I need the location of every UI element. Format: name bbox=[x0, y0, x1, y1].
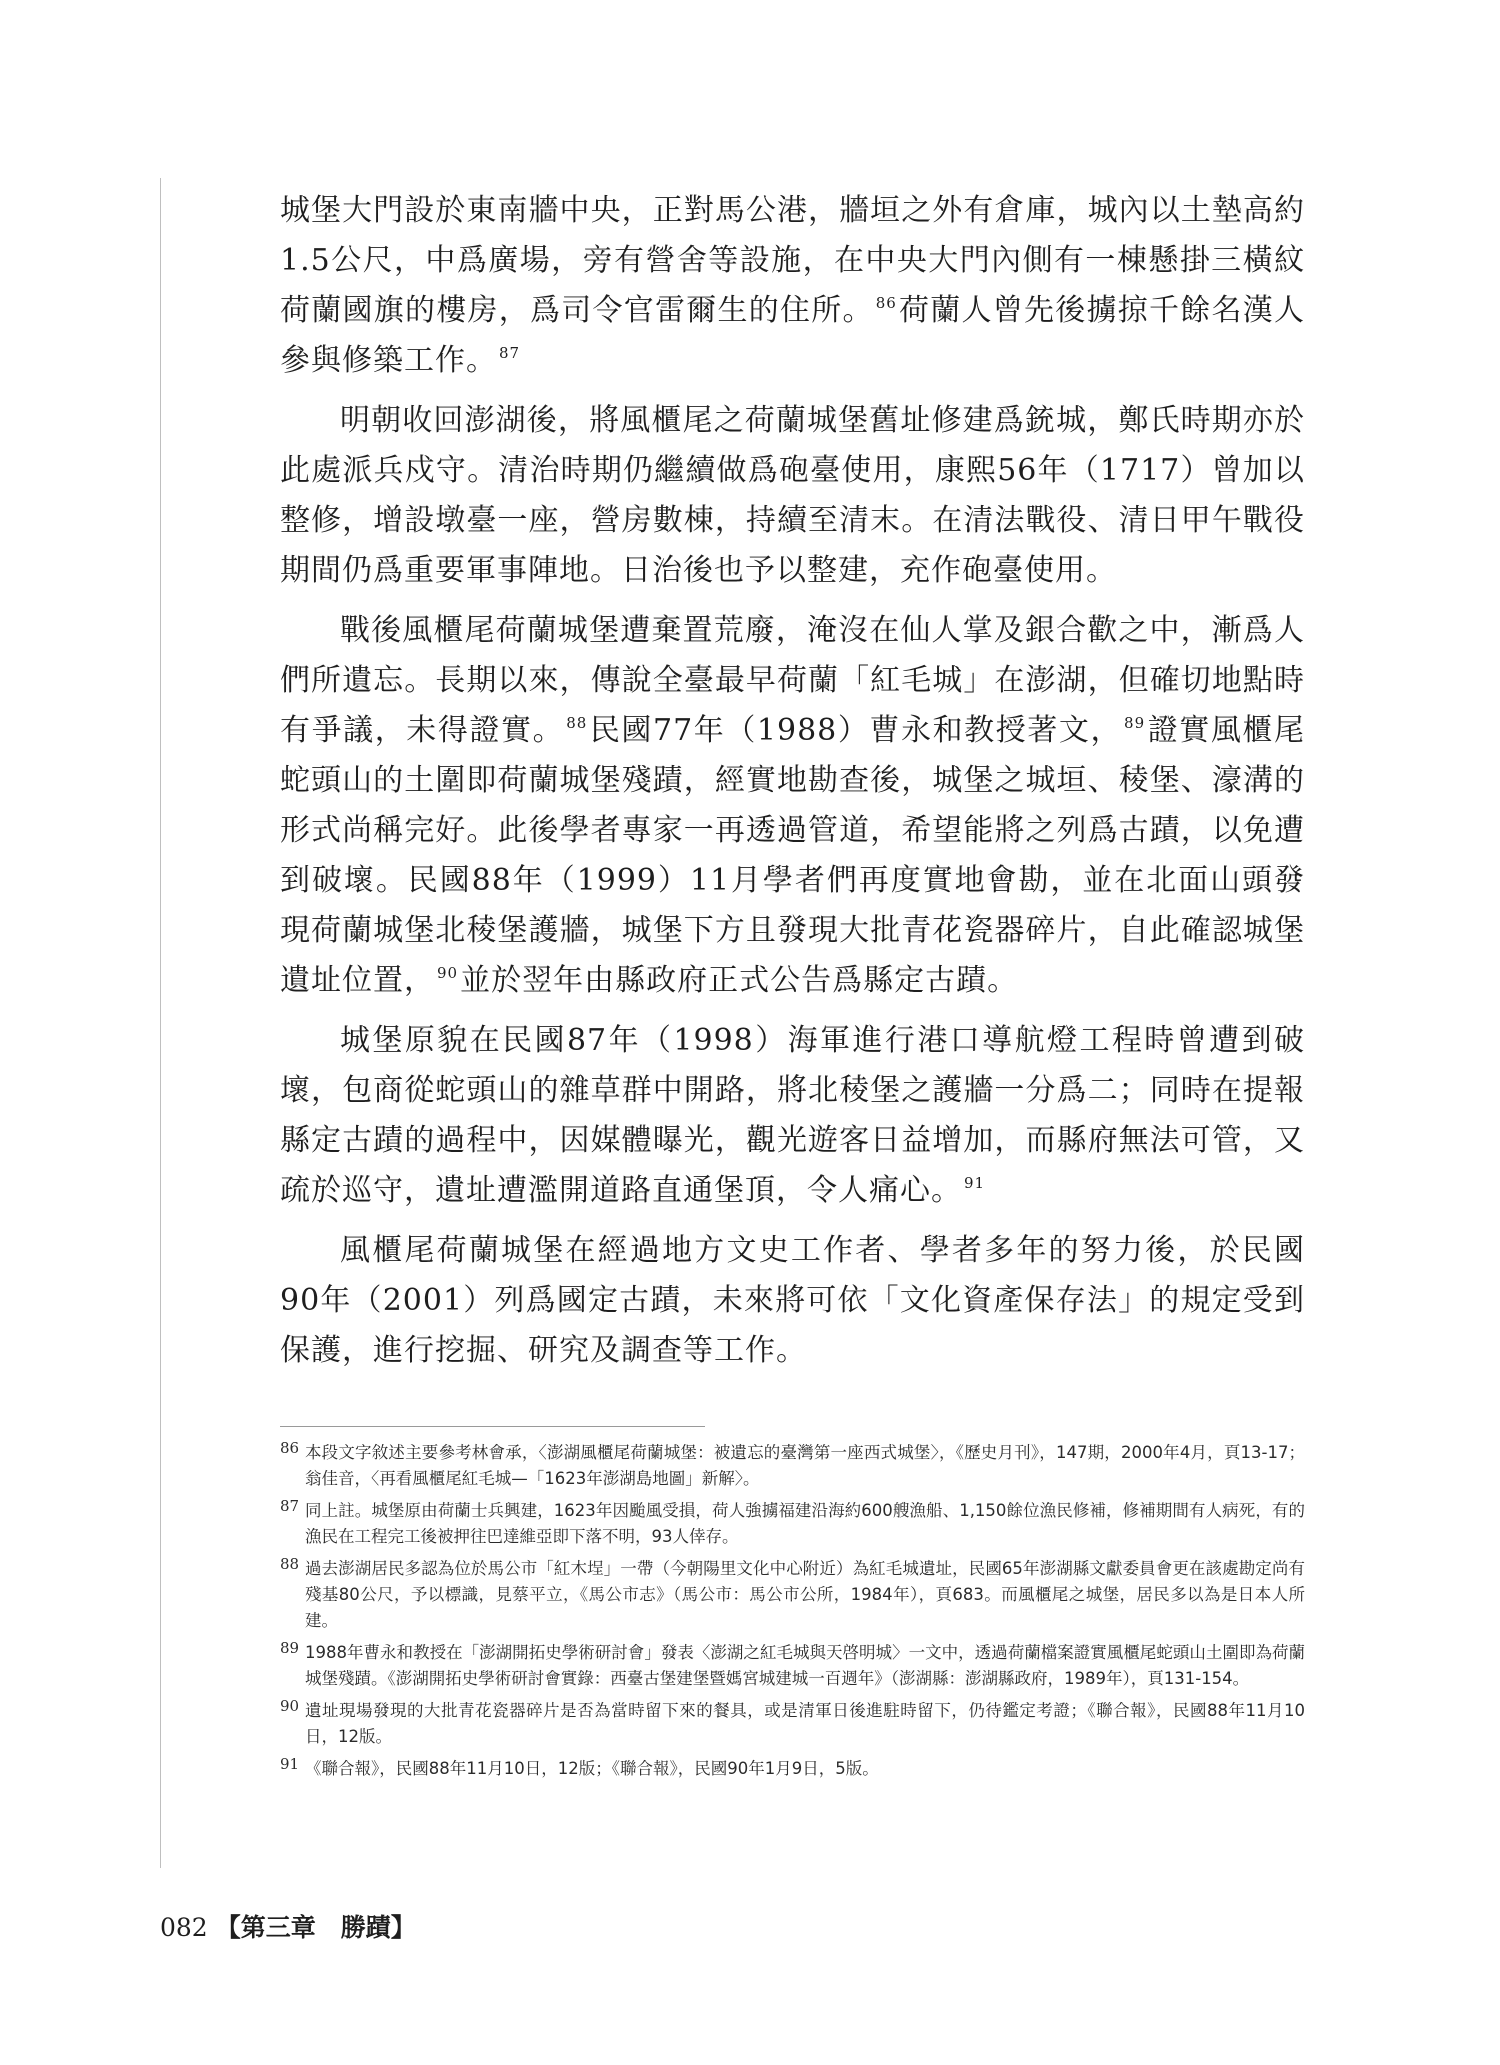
footnotes bbox=[280, 1440, 1305, 1788]
footnote-text: 本段文字敘述主要參考林會承，〈澎湖風櫃尾荷蘭城堡：被遺忘的臺灣第一座西式城堡〉，《歷史月刊》，147期，2000年4月，頁13-17；翁佳音，〈再看風櫃尾紅毛城—「1623年澎湖島地圖」新解〉。 bbox=[305, 1443, 1305, 1488]
footnote-number: 89 bbox=[280, 1639, 300, 1657]
paragraph-text: 風櫃尾荷蘭城堡在經過地方文史工作者、學者多年的努力後，於民國90年（2001）列爲國定古蹟，未來將可依「文化資產保存法」的規定受到保護，進行挖掘、研究及調查等工作。 bbox=[280, 1233, 1305, 1368]
footnote-ref[interactable]: 89 bbox=[1124, 714, 1146, 732]
footnote-number: 88 bbox=[280, 1555, 300, 1573]
footnote-text: 過去澎湖居民多認為位於馬公市「紅木埕」一帶（今朝陽里文化中心附近）為紅毛城遺址，民國65年澎湖縣文獻委員會更在該處勘定尚有殘基80公尺，予以標識，見蔡平立，《馬公市志》（馬公市：馬公市公所，1984年），頁683。而風櫃尾之城堡，居民多以為是日本人所建。 bbox=[305, 1559, 1305, 1630]
footnote-86 bbox=[280, 1440, 1305, 1492]
footnote-ref[interactable]: 90 bbox=[437, 964, 459, 982]
footnote-88 bbox=[280, 1556, 1305, 1634]
paragraph-text: 城堡原貌在民國87年（1998）海軍進行港口導航燈工程時曾遭到破壞，包商從蛇頭山的雜草群中開路，將北稜堡之護牆一分爲二；同時在提報縣定古蹟的過程中，因媒體曝光，觀光遊客日益增加，而縣府無法可管，又疏於巡守，遺址遭濫開道路直通堡頂，令人痛心。 bbox=[280, 1023, 1305, 1208]
footnote-89 bbox=[280, 1640, 1305, 1692]
paragraph-text: 民國77年（1988）曹永和教授著文， bbox=[589, 713, 1123, 748]
footnote-text: 同上註。城堡原由荷蘭士兵興建，1623年因颱風受損，荷人強擄福建沿海約600艘漁船、1,150餘位漁民修補，修補期間有人病死，有的漁民在工程完工後被押往巴達維亞即下落不明，93人倖存。 bbox=[305, 1501, 1305, 1546]
footnote-text: 遺址現場發現的大批青花瓷器碎片是否為當時留下來的餐具，或是清軍日後進駐時留下，仍待鑑定考證；《聯合報》，民國88年11月10日，12版。 bbox=[305, 1701, 1305, 1746]
page-footer bbox=[160, 1908, 416, 1944]
paragraph-1 bbox=[280, 186, 1305, 386]
footnote-text: 1988年曹永和教授在「澎湖開拓史學術研討會」發表〈澎湖之紅毛城與天啓明城〉一文中，透過荷蘭檔案證實風櫃尾蛇頭山土圍即為荷蘭城堡殘蹟。《澎湖開拓史學術研討會實錄：西臺古堡建堡暨媽宮城建城一百週年》（澎湖縣：澎湖縣政府，1989年），頁131-154。 bbox=[305, 1643, 1305, 1688]
footnote-number: 90 bbox=[280, 1697, 300, 1715]
footnote-90 bbox=[280, 1698, 1305, 1750]
footnote-ref[interactable]: 87 bbox=[499, 344, 521, 362]
paragraph-text: 戰後風櫃尾荷蘭城堡遭棄置荒廢，淹沒在仙人掌及銀合歡之中，漸爲人們所遺忘。長期以來，傳說全臺最早荷蘭「紅毛城」在澎湖，但確切地點時有爭議，未得證實。 bbox=[280, 613, 1305, 748]
footnote-divider bbox=[280, 1426, 705, 1427]
footnote-number: 91 bbox=[280, 1755, 300, 1773]
left-margin-rule bbox=[160, 178, 161, 1868]
footnote-ref[interactable]: 86 bbox=[875, 294, 897, 312]
paragraph-3 bbox=[280, 606, 1305, 1006]
paragraph-text: 明朝收回澎湖後，將風櫃尾之荷蘭城堡舊址修建爲銃城，鄭氏時期亦於此處派兵戍守。清治時期仍繼續做爲砲臺使用，康熙56年（1717）曾加以整修，增設墩臺一座，營房數棟，持續至清末。在清法戰役、清日甲午戰役期間仍爲重要軍事陣地。日治後也予以整建，充作砲臺使用。 bbox=[280, 403, 1305, 588]
footnote-ref[interactable]: 91 bbox=[964, 1174, 986, 1192]
footnote-text: 《聯合報》，民國88年11月10日，12版；《聯合報》，民國90年1月9日，5版。 bbox=[305, 1759, 879, 1778]
footnote-number: 87 bbox=[280, 1497, 300, 1515]
paragraph-2 bbox=[280, 396, 1305, 596]
paragraph-text: 證實風櫃尾蛇頭山的土圍即荷蘭城堡殘蹟，經實地勘查後，城堡之城垣、稜堡、濠溝的形式尚稱完好。此後學者專家一再透過管道，希望能將之列爲古蹟，以免遭到破壞。民國88年（1999）11月學者們再度實地會勘，並在北面山頭發現荷蘭城堡北稜堡護牆，城堡下方且發現大批青花瓷器碎片，自此確認城堡遺址位置， bbox=[280, 713, 1306, 998]
chapter-title: 【第三章 勝蹟】 bbox=[215, 1913, 416, 1942]
footnote-ref[interactable]: 88 bbox=[566, 714, 588, 732]
paragraph-5 bbox=[280, 1226, 1305, 1376]
footnote-number: 86 bbox=[280, 1439, 300, 1457]
paragraph-text: 荷蘭人曾先後擄掠千餘名漢人參與修築工作。 bbox=[280, 293, 1306, 378]
footnote-91 bbox=[280, 1756, 1305, 1782]
page-number: 082 bbox=[160, 1913, 208, 1942]
body-text bbox=[280, 186, 1305, 1386]
paragraph-text: 城堡大門設於東南牆中央，正對馬公港，牆垣之外有倉庫，城內以土墊高約1.5公尺，中爲廣場，旁有營舍等設施，在中央大門內側有一棟懸掛三橫紋荷蘭國旗的樓房，爲司令官雷爾生的住所。 bbox=[280, 193, 1305, 328]
paragraph-text: 並於翌年由縣政府正式公告爲縣定古蹟。 bbox=[460, 963, 1019, 998]
footnote-87 bbox=[280, 1498, 1305, 1550]
paragraph-4 bbox=[280, 1016, 1305, 1216]
